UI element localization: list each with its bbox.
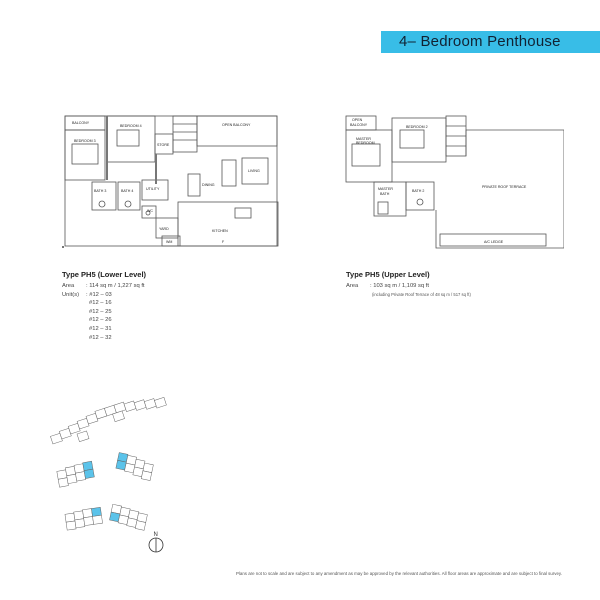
- lower-area-label: Area: [62, 283, 75, 289]
- lower-unit: #12 – 26: [89, 317, 112, 324]
- lower-unit: : #12 – 03: [86, 291, 112, 298]
- room-label-living: LIVING: [248, 169, 260, 173]
- room-label-yard: YARD: [159, 227, 169, 231]
- room-label-wm: WM: [166, 240, 173, 244]
- lower-unit: #12 – 16: [89, 300, 112, 307]
- room-label-ac-ledge: A/C LEDGE: [484, 240, 504, 244]
- room-label-bath4: BATH 4: [121, 189, 134, 193]
- upper-spec: [346, 282, 471, 299]
- room-label-master-bath-1: MASTER: [378, 187, 393, 191]
- room-label-upper-open-2: BALCONY: [350, 123, 368, 127]
- room-label-upper-open-1: OPEN: [352, 118, 363, 122]
- room-label-store: STORE: [157, 143, 170, 147]
- title-banner: [381, 31, 600, 53]
- compass-icon: [145, 530, 167, 554]
- north-label: N: [153, 532, 158, 538]
- room-label-bedroom4: BEDROOM 4: [120, 124, 142, 128]
- lower-unit: #12 – 32: [89, 334, 112, 341]
- room-label-terrace: PRIVATE ROOF TERRACE: [482, 185, 527, 189]
- room-label-f: F: [222, 240, 225, 244]
- room-label-utility: UTILITY: [146, 187, 160, 191]
- lower-area-value: : 114 sq m / 1,227 sq ft: [86, 283, 145, 289]
- room-label-wc: WC: [147, 209, 153, 213]
- upper-type-title: Type PH5 (Upper Level): [346, 270, 430, 279]
- room-label-bath2: BATH 2: [412, 189, 425, 193]
- disclaimer: Plans are not to scale and are subject to any amendment as may be approved by the relevant authorities. All floor areas are approximate and are subject to final survey.: [236, 571, 562, 576]
- lower-type-title: Type PH5 (Lower Level): [62, 270, 147, 279]
- upper-area-value: : 103 sq m / 1,109 sq ft: [370, 283, 429, 289]
- lower-unit: #12 – 25: [89, 308, 112, 315]
- room-label-bath3: BATH 3: [94, 189, 107, 193]
- north-compass: [145, 530, 167, 554]
- room-label-kitchen: KITCHEN: [212, 229, 228, 233]
- room-label-open-balcony: OPEN BALCONY: [222, 123, 251, 127]
- room-label-master-bath-2: BATH: [380, 192, 390, 196]
- room-label-bedroom2: BEDROOM 2: [406, 125, 428, 129]
- upper-area-note: (including Private Roof Terrace of 48 sq m / 517 sq ft): [372, 291, 471, 297]
- room-label-balcony: BALCONY: [72, 121, 90, 125]
- room-label-dining: DINING: [202, 183, 215, 187]
- lower-spec: [62, 282, 145, 342]
- lower-units-label: Unit(s): [62, 291, 80, 298]
- room-label-bedroom3: BEDROOM 3: [74, 139, 96, 143]
- page-title: 4– Bedroom Penthouse: [399, 33, 561, 50]
- upper-area-label: Area: [346, 283, 359, 289]
- room-label-master-2: BEDROOM: [356, 141, 375, 145]
- upper-level-floor-plan: [344, 110, 564, 250]
- room-label-master-1: MASTER: [356, 137, 371, 141]
- lower-unit: #12 – 31: [89, 325, 112, 332]
- lower-level-floor-plan: [62, 110, 282, 250]
